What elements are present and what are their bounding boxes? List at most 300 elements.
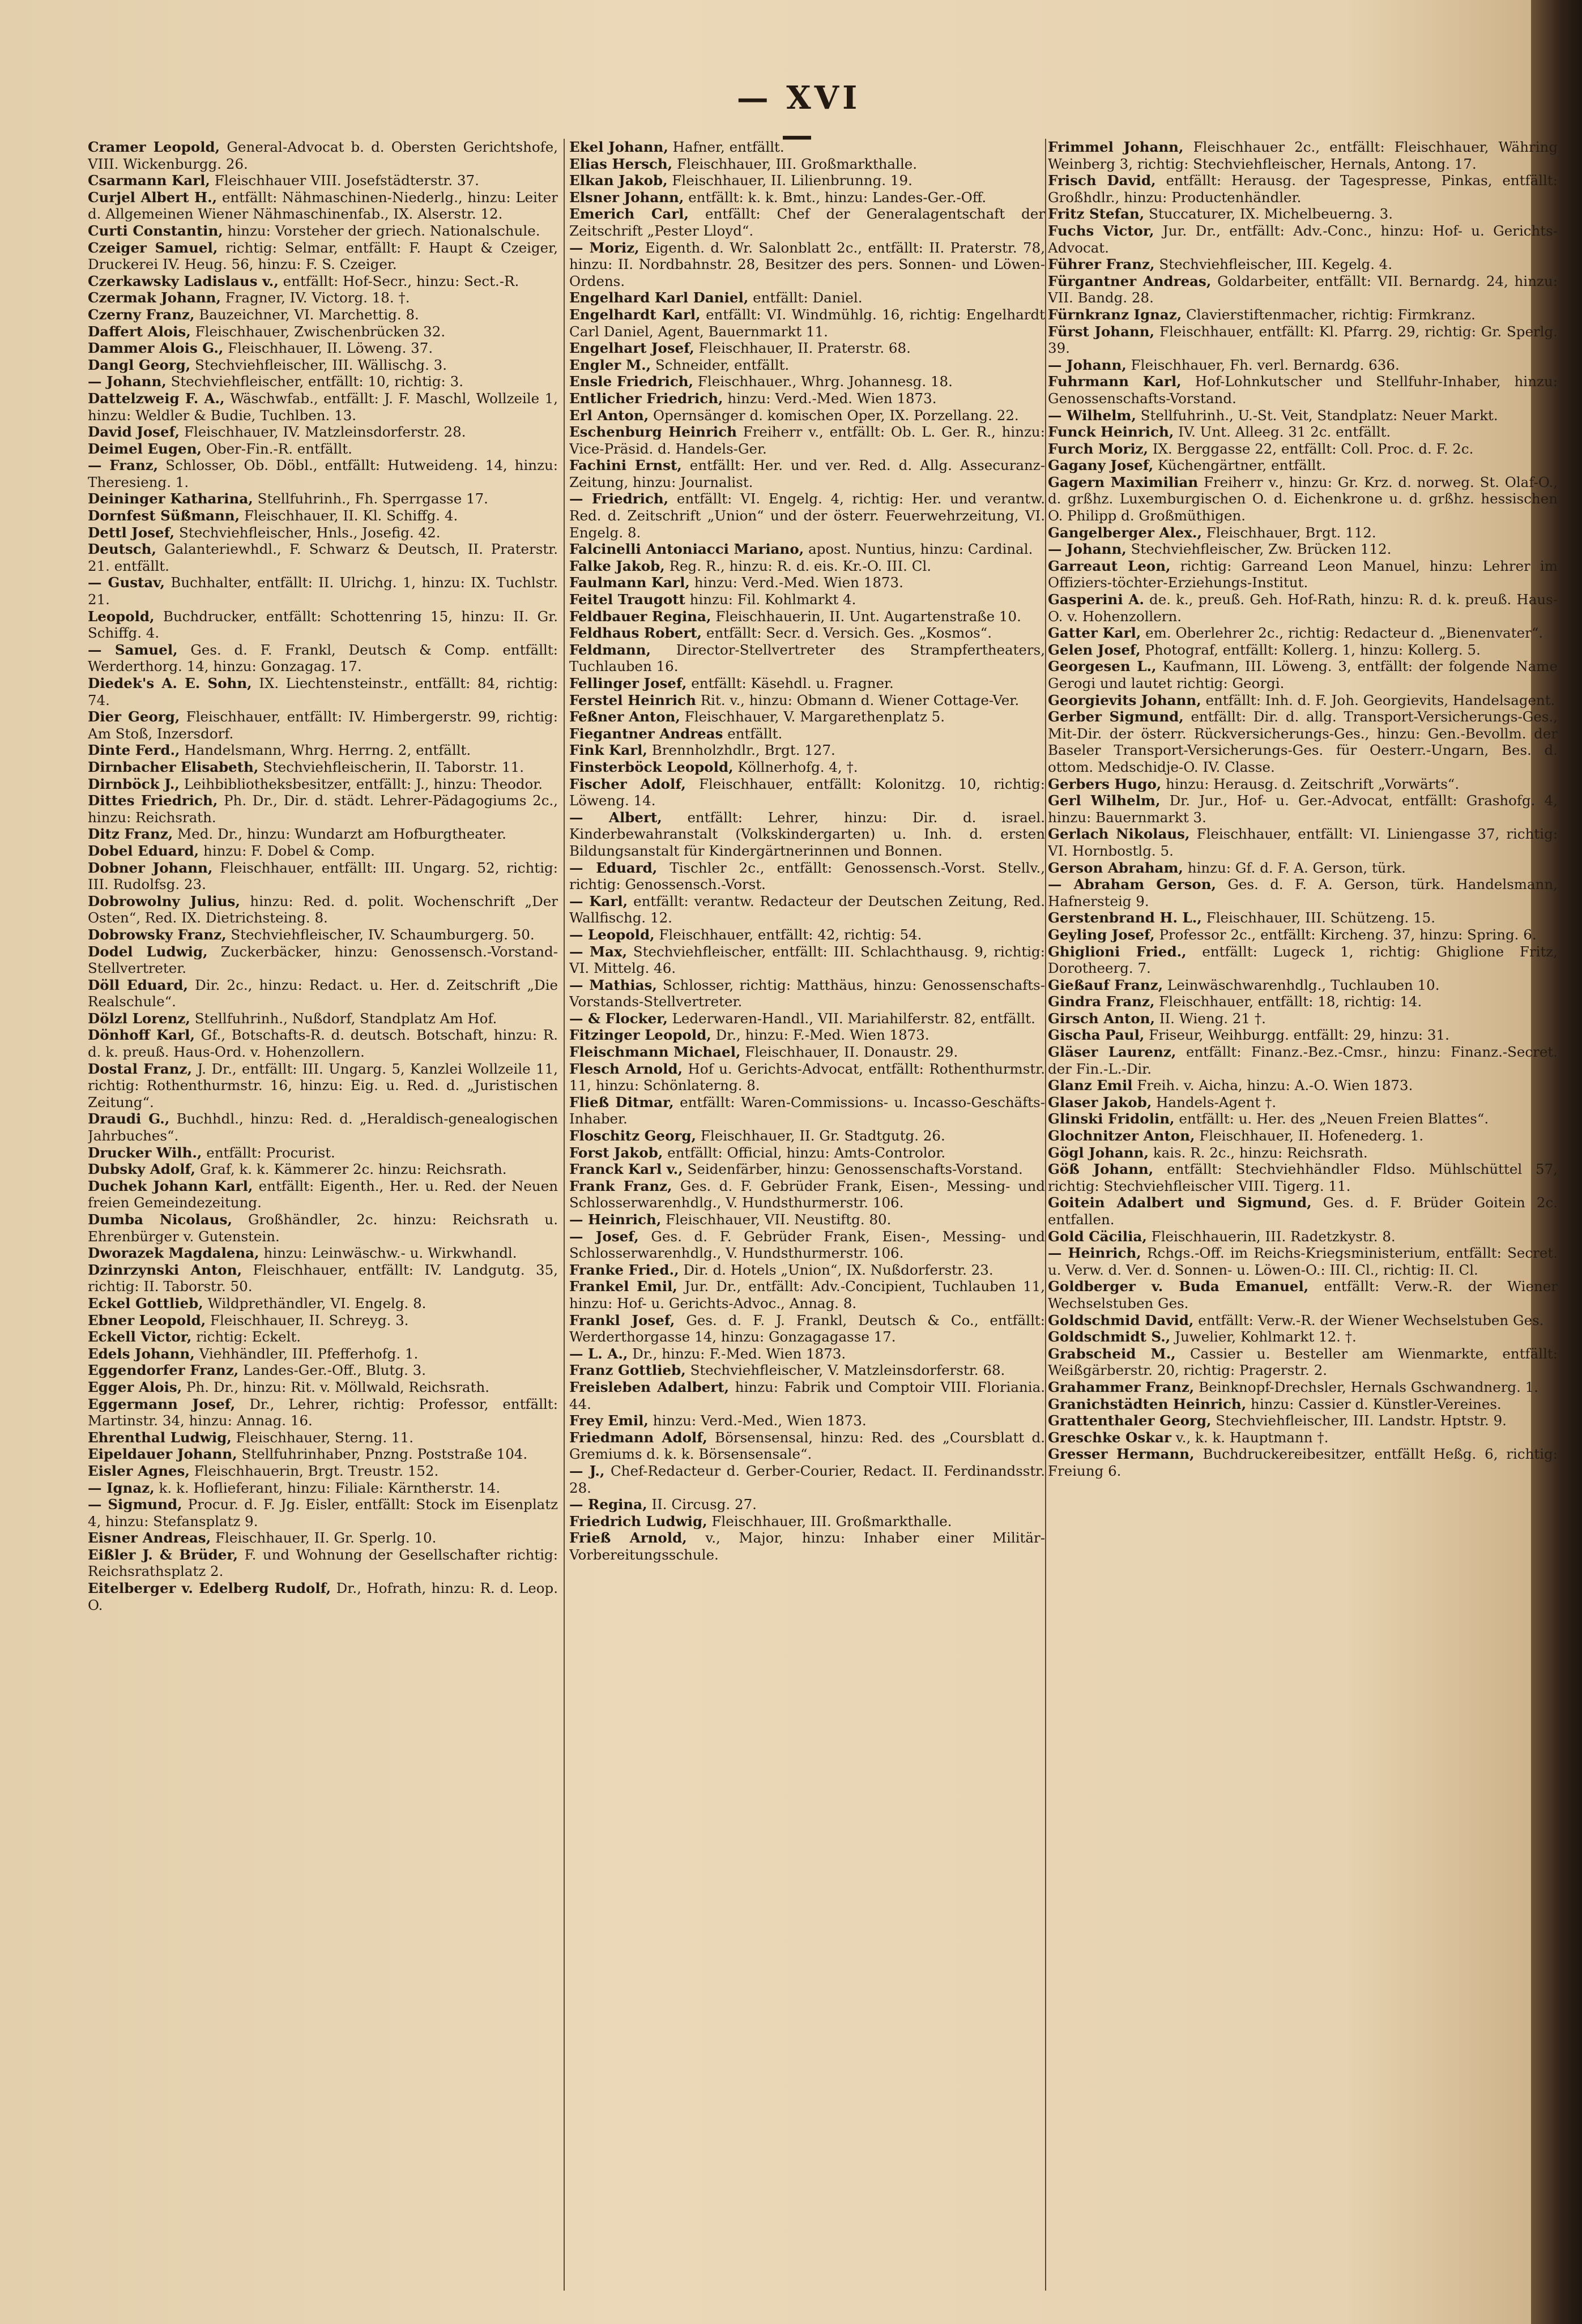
entry-name: Csarmann Karl, bbox=[88, 172, 210, 189]
directory-entry bbox=[88, 273, 558, 290]
directory-entry bbox=[88, 1245, 558, 1262]
entry-text: Hof-Lohnkutscher und Stellfuhr-Inhaber, hinzu: Genossenschafts-Vorstand. bbox=[1048, 373, 1558, 407]
entry-name: Gischa Paul, bbox=[1048, 1027, 1145, 1044]
entry-text: Kaufmann, III. Löweng. 3, entfällt: der folgende Name Gerogi und lautet richtig: Georgi. bbox=[1048, 658, 1558, 691]
directory-entry bbox=[1048, 357, 1558, 374]
entry-name: Feitel Traugott bbox=[569, 591, 685, 608]
directory-entry bbox=[569, 574, 1045, 591]
entry-text: entfällt: Stechviehhändler Fldso. Mühlschüttel 57, richtig: Stechviehfleischer VIII. Tigerg. 11. bbox=[1048, 1161, 1558, 1194]
entry-text: Fleischhauer, II. Kl. Schiffg. 4. bbox=[244, 507, 458, 524]
entry-name: Diedek's A. E. Sohn, bbox=[88, 675, 252, 691]
entry-name: Frank Franz, bbox=[569, 1177, 672, 1194]
entry-name: Dirnböck J., bbox=[88, 775, 180, 792]
directory-entry bbox=[1048, 642, 1558, 659]
entry-name: Fürgantner Andreas, bbox=[1048, 272, 1212, 289]
directory-entry bbox=[569, 860, 1045, 893]
entry-name: Dönhoff Karl, bbox=[88, 1027, 195, 1044]
directory-entry bbox=[88, 289, 558, 306]
entry-name: Garreaut Leon, bbox=[1048, 557, 1171, 574]
directory-entry bbox=[88, 1061, 558, 1111]
directory-entry bbox=[1048, 1412, 1558, 1429]
entry-text: Fragner, IV. Victorg. 18. †. bbox=[225, 289, 410, 306]
entry-name: Freisleben Adalbert, bbox=[569, 1378, 730, 1395]
entry-text: entfällt: VI. Engelg. 4, richtig: Her. und verantw. Red. d. Zeitschrift „Union“ und der österr. Feuerwehrzeitung, VI. Engelg. 8. bbox=[569, 490, 1045, 541]
directory-entry bbox=[569, 1094, 1045, 1127]
entry-text: entfällt: Waren-Commissions- u. Incasso-Geschäfts-Inhaber. bbox=[569, 1093, 1045, 1127]
directory-entry bbox=[569, 675, 1045, 692]
entry-name: Göß Johann, bbox=[1048, 1161, 1154, 1178]
directory-entry bbox=[569, 1262, 1045, 1279]
entry-name: Frankel Emil, bbox=[569, 1278, 677, 1295]
directory-entry bbox=[569, 1513, 1045, 1530]
entry-name: Czeiger Samuel, bbox=[88, 239, 218, 256]
entry-name: Ekel Johann, bbox=[569, 139, 668, 155]
directory-entry bbox=[88, 1110, 558, 1144]
entry-text: entfällt: VI. Windmühlg. 16, richtig: Engelhardt Carl Daniel, Agent, Bauernmarkt 11. bbox=[569, 306, 1045, 340]
entry-name: Dobner Johann, bbox=[88, 859, 213, 876]
entry-name: Eckell Victor, bbox=[88, 1328, 192, 1345]
entry-name: Engelhart Josef, bbox=[569, 340, 694, 357]
entry-name: Fuchs Victor, bbox=[1048, 222, 1154, 239]
entry-name: — Franz, bbox=[88, 457, 159, 474]
entry-text: Ges. d. F. A. Gerson, türk. Handelsmann, Hafnersteig 9. bbox=[1048, 876, 1558, 909]
entry-text: Fleischhauer, Sterng. 11. bbox=[236, 1429, 414, 1446]
directory-entry bbox=[88, 323, 558, 340]
entry-name: — Johann, bbox=[1048, 356, 1127, 373]
entry-name: — Heinrich, bbox=[569, 1211, 662, 1228]
directory-entry bbox=[1048, 926, 1558, 943]
entry-name: Gatter Karl, bbox=[1048, 625, 1141, 642]
entry-name: Geyling Josef, bbox=[1048, 926, 1155, 943]
entry-text: entfällt: Eigenth., Her. u. Red. der Neuen freien Gemeindezeitung. bbox=[88, 1177, 558, 1211]
directory-entry bbox=[569, 172, 1045, 189]
entry-text: entfällt: Hof-Secr., hinzu: Sect.-R. bbox=[283, 272, 519, 289]
directory-entry bbox=[88, 1379, 558, 1396]
entry-text: IV. Unt. Alleeg. 31 2c. entfällt. bbox=[1178, 424, 1391, 441]
entry-name: Flesch Arnold, bbox=[569, 1060, 683, 1077]
entry-text: Buchdrucker, entfällt: Schottenring 15, hinzu: II. Gr. Schiffg. 4. bbox=[88, 608, 558, 642]
directory-entry bbox=[569, 206, 1045, 239]
directory-entry bbox=[569, 1127, 1045, 1144]
directory-entry bbox=[88, 776, 558, 793]
entry-name: Gresser Hermann, bbox=[1048, 1446, 1195, 1463]
column-2 bbox=[569, 139, 1045, 2296]
entry-name: Fink Karl, bbox=[569, 742, 647, 759]
directory-entry bbox=[1048, 256, 1558, 273]
entry-name: Czerkawsky Ladislaus v., bbox=[88, 272, 279, 289]
entry-text: Ges. d. F. J. Frankl, Deutsch & Co., entfällt: Werderthorgasse 14, hinzu: Gonzagagasse 17. bbox=[569, 1311, 1045, 1345]
entry-text: entfällt: Lehrer, hinzu: Dir. d. israel. Kinderbewahranstalt (Volkskindergarten) u. Inh. d. ersten Bildungsanstalt für Kindergärtnerinnen und Bonnen. bbox=[569, 809, 1045, 859]
entry-text: Fleischhauer, entfällt: Kolonitzg. 10, richtig: Löweng. 14. bbox=[569, 775, 1045, 809]
directory-entry bbox=[569, 1228, 1045, 1262]
entry-text: Dr., Hofrath, hinzu: R. d. Leop. O. bbox=[88, 1580, 558, 1613]
entry-name: Gießauf Franz, bbox=[1048, 976, 1163, 993]
entry-name: Eggermann Josef, bbox=[88, 1395, 236, 1412]
entry-text: entfällt: Nähmaschinen-Niederlg., hinzu: Leiter d. Allgemeinen Wiener Nähmaschinenfab., IX. Alserstr. 12. bbox=[88, 189, 558, 223]
entry-text: Hafner, entfällt. bbox=[672, 139, 784, 155]
directory-entry bbox=[1048, 1345, 1558, 1379]
directory-entry bbox=[569, 1412, 1045, 1429]
entry-text: Fleischhauer VIII. Josefstädterstr. 37. bbox=[214, 172, 479, 189]
directory-entry bbox=[88, 441, 558, 458]
entry-text: Fleischhauer, II. Donaustr. 29. bbox=[745, 1044, 958, 1061]
entry-name: Döll Eduard, bbox=[88, 976, 189, 993]
entry-text: entfällt: Secr. d. Versich. Ges. „Kosmos“. bbox=[706, 625, 992, 642]
entry-name: Eißler J. & Brüder, bbox=[88, 1546, 238, 1563]
entry-name: Gelen Josef, bbox=[1048, 641, 1141, 658]
entry-text: Fleischhauer, II. Gr. Stadtgutg. 26. bbox=[700, 1127, 945, 1144]
entry-name: Friedmann Adolf, bbox=[569, 1429, 707, 1446]
directory-entry bbox=[88, 1178, 558, 1211]
directory-entry bbox=[1048, 441, 1558, 458]
entry-name: Gerl Wilhelm, bbox=[1048, 792, 1161, 809]
entry-text: Opernsänger d. komischen Oper, IX. Porzellang. 22. bbox=[653, 407, 1019, 424]
entry-name: Leopold, bbox=[88, 608, 155, 625]
entry-text: Küchengärtner, entfällt. bbox=[1158, 457, 1327, 474]
directory-entry bbox=[88, 424, 558, 441]
entry-text: Börsensensal, hinzu: Red. des „Coursblatt d. Gremiums d. k. k. Börsensensale“. bbox=[569, 1429, 1045, 1463]
entry-name: Dirnbacher Elisabeth, bbox=[88, 758, 259, 775]
entry-name: David Josef, bbox=[88, 424, 180, 441]
entry-name: — Moriz, bbox=[569, 239, 639, 256]
directory-entry bbox=[1048, 524, 1558, 541]
directory-entry bbox=[569, 1027, 1045, 1044]
entry-text: hinzu: Herausg. d. Zeitschrift „Vorwärts“. bbox=[1166, 775, 1460, 792]
entry-text: Schlosser, Ob. Döbl., entfällt: Hutweideng. 14, hinzu: Theresieng. 1. bbox=[88, 457, 558, 490]
entry-text: IX. Liechtensteinstr., entfällt: 84, richtig: 74. bbox=[88, 675, 558, 708]
directory-entry bbox=[88, 357, 558, 374]
directory-entry bbox=[569, 424, 1045, 457]
entry-text: Wildprethändler, VI. Engelg. 8. bbox=[207, 1295, 427, 1311]
directory-entry bbox=[1048, 1094, 1558, 1111]
entry-name: Engelhardt Karl, bbox=[569, 306, 701, 323]
entry-text: entfällt: Verw.-R. der Wiener Wechselstuben Ges. bbox=[1048, 1278, 1558, 1311]
directory-entry bbox=[88, 1530, 558, 1547]
entry-text: Friseur, Weihburgg. entfällt: 29, hinzu: 31. bbox=[1149, 1027, 1449, 1044]
entry-text: Fleischhauerin, III. Radetzkystr. 8. bbox=[1151, 1228, 1396, 1245]
entry-name: Deininger Katharina, bbox=[88, 490, 253, 507]
directory-entry bbox=[569, 725, 1045, 742]
directory-entry bbox=[88, 1547, 558, 1580]
directory-entry bbox=[88, 1446, 558, 1463]
entry-name: Gläser Laurenz, bbox=[1048, 1044, 1176, 1061]
entry-text: Zuckerbäcker, hinzu: Genossensch.-Vorstand-Stellvertreter. bbox=[88, 943, 558, 977]
directory-entry bbox=[88, 675, 558, 708]
entry-name: Goitein Adalbert und Sigmund, bbox=[1048, 1194, 1312, 1211]
entry-name: Glanz Emil bbox=[1048, 1077, 1133, 1094]
entry-text: Fleischhauer, entfällt: IV. Himbergerstr. 99, richtig: Am Stoß, Inzersdorf. bbox=[88, 708, 558, 742]
entry-text: Ges. d. F. Gebrüder Frank, Eisen-, Messing- und Schlosserwarenhdlg., V. Hundsthurmerstr. 106. bbox=[569, 1177, 1045, 1211]
entry-name: Gerson Abraham, bbox=[1048, 859, 1183, 876]
directory-entry bbox=[569, 1362, 1045, 1379]
entry-text: richtig: Eckelt. bbox=[196, 1328, 301, 1345]
directory-entry bbox=[1048, 776, 1558, 793]
directory-entry bbox=[88, 1480, 558, 1497]
directory-entry bbox=[88, 843, 558, 860]
entry-name: Fritz Stefan, bbox=[1048, 206, 1145, 223]
directory-entry bbox=[1048, 1194, 1558, 1228]
entry-name: Furch Moriz, bbox=[1048, 440, 1149, 457]
entry-text: hinzu: Gf. d. F. A. Gerson, türk. bbox=[1187, 859, 1406, 876]
entry-name: Curti Constantin, bbox=[88, 222, 223, 239]
directory-entry bbox=[88, 507, 558, 524]
entry-name: Dattelzweig F. A., bbox=[88, 390, 225, 407]
entry-name: Ebner Leopold, bbox=[88, 1311, 206, 1328]
entry-text: Fleischhauer, V. Margarethenplatz 5. bbox=[684, 708, 945, 725]
entry-name: Dölzl Lorenz, bbox=[88, 1010, 190, 1027]
directory-entry bbox=[569, 1010, 1045, 1027]
entry-name: Dier Georg, bbox=[88, 708, 180, 725]
directory-entry bbox=[569, 390, 1045, 407]
entry-name: Ghiglioni Fried., bbox=[1048, 943, 1187, 960]
entry-name: Gerber Sigmund, bbox=[1048, 708, 1184, 725]
directory-entry bbox=[1048, 993, 1558, 1010]
entry-name: Glinski Fridolin, bbox=[1048, 1110, 1175, 1127]
directory-entry bbox=[1048, 1446, 1558, 1479]
entry-name: Elias Hersch, bbox=[569, 155, 673, 172]
spine-letters bbox=[1563, 34, 1580, 2242]
entry-name: Eggendorfer Franz, bbox=[88, 1362, 239, 1379]
entry-name: Glaser Jakob, bbox=[1048, 1093, 1152, 1110]
directory-entry bbox=[88, 1161, 558, 1178]
entry-text: Stechviehfleischer, III. Kegelg. 4. bbox=[1159, 256, 1393, 273]
entry-text: entfällt: Verw.-R. der Wiener Wechselstuben Ges. bbox=[1198, 1311, 1544, 1328]
entry-text: Freih. v. Aicha, hinzu: A.-O. Wien 1873. bbox=[1137, 1077, 1413, 1094]
entry-text: v., k. k. Hauptmann †. bbox=[1175, 1429, 1329, 1446]
directory-entry bbox=[88, 1328, 558, 1345]
entry-name: Grabscheid M., bbox=[1048, 1345, 1176, 1362]
directory-entry bbox=[1048, 1328, 1558, 1345]
entry-text: Fleischhauer, entfällt: 42, richtig: 54. bbox=[659, 926, 922, 943]
directory-entry bbox=[1048, 625, 1558, 642]
directory-entry bbox=[569, 809, 1045, 860]
entry-name: — Karl, bbox=[569, 892, 628, 909]
directory-entry bbox=[1048, 1110, 1558, 1127]
entry-name: Feldbauer Regina, bbox=[569, 608, 711, 625]
directory-entry bbox=[569, 1061, 1045, 1094]
directory-entry bbox=[569, 1345, 1045, 1362]
directory-entry bbox=[88, 860, 558, 893]
entry-name: Gerlach Nikolaus, bbox=[1048, 826, 1190, 843]
entry-text: Reg. R., hinzu: R. d. eis. Kr.-O. III. Cl. bbox=[669, 557, 932, 574]
directory-entry bbox=[88, 1262, 558, 1295]
entry-name: Fellinger Josef, bbox=[569, 675, 687, 691]
entry-text: Fleischhauer., Whrg. Johannesg. 18. bbox=[697, 373, 953, 390]
entry-name: — Eduard, bbox=[569, 859, 658, 876]
entry-text: Handelsmann, Whrg. Herrng. 2, entfällt. bbox=[184, 742, 471, 759]
entry-name: Dworazek Magdalena, bbox=[88, 1245, 259, 1262]
entry-name: Eipeldauer Johann, bbox=[88, 1446, 237, 1463]
entry-name: Engelhard Karl Daniel, bbox=[569, 289, 749, 306]
entry-text: Ges. d. F. Gebrüder Frank, Eisen-, Messing- und Schlosserwarenhdlg., V. Hundsthurmerstr. 106. bbox=[569, 1228, 1045, 1262]
entry-text: Goldarbeiter, entfällt: VII. Bernardg. 24, hinzu: VII. Bandg. 28. bbox=[1048, 272, 1558, 306]
entry-name: Dangl Georg, bbox=[88, 356, 191, 373]
entry-name: Edels Johann, bbox=[88, 1345, 195, 1362]
entry-name: Daffert Alois, bbox=[88, 323, 191, 340]
entry-name: Erl Anton, bbox=[569, 407, 649, 424]
entry-name: Girsch Anton, bbox=[1048, 1010, 1155, 1027]
entry-text: hinzu: Cassier d. Künstler-Vereines. bbox=[1251, 1395, 1502, 1412]
entry-text: Köllnerhofg. 4, †. bbox=[737, 758, 858, 775]
directory-entry bbox=[1048, 1379, 1558, 1396]
directory-entry bbox=[1048, 139, 1558, 172]
directory-entry bbox=[88, 826, 558, 843]
directory-entry bbox=[1048, 1127, 1558, 1144]
entry-text: IX. Berggasse 22, entfällt: Coll. Proc. d. F. 2c. bbox=[1152, 440, 1474, 457]
entry-text: Lederwaren-Handl., VII. Mariahilferstr. 82, entfällt. bbox=[672, 1010, 1035, 1027]
entry-name: — Johann, bbox=[88, 373, 167, 390]
directory-entry bbox=[88, 1496, 558, 1530]
column-divider bbox=[564, 139, 565, 2291]
directory-entry bbox=[569, 1429, 1045, 1463]
entry-name: Gangelberger Alex., bbox=[1048, 524, 1202, 541]
entry-name: Goldberger v. Buda Emanuel, bbox=[1048, 1278, 1309, 1295]
entry-name: — Josef, bbox=[569, 1228, 639, 1245]
directory-entry bbox=[569, 306, 1045, 340]
directory-entry bbox=[88, 574, 558, 608]
entry-name: Georgesen L., bbox=[1048, 658, 1157, 675]
directory-entry bbox=[569, 625, 1045, 642]
directory-entry bbox=[569, 742, 1045, 759]
directory-entry bbox=[569, 1379, 1045, 1412]
directory-entry bbox=[1048, 1144, 1558, 1161]
entry-text: Jur. Dr., entfällt: Adv.-Concipient, Tuchlauben 11, hinzu: Hof- u. Gerichts-Advoc., Annag. 8. bbox=[569, 1278, 1045, 1311]
entry-name: Franz Gottlieb, bbox=[569, 1362, 686, 1379]
entry-name: Eschenburg Heinrich bbox=[569, 424, 737, 441]
entry-name: Falcinelli Antoniacci Mariano, bbox=[569, 541, 804, 558]
directory-entry bbox=[88, 524, 558, 541]
directory-entry bbox=[569, 692, 1045, 709]
entry-name: Eitelberger v. Edelberg Rudolf, bbox=[88, 1580, 331, 1597]
entry-name: Frisch David, bbox=[1048, 172, 1156, 189]
entry-text: v., Major, hinzu: Inhaber einer Militär-Vorbereitungsschule. bbox=[569, 1530, 1045, 1563]
directory-entry bbox=[88, 1580, 558, 1613]
entry-text: entfällt: Lugeck 1, richtig: Ghiglione Fritz, Dorotheerg. 7. bbox=[1048, 943, 1558, 977]
directory-entry bbox=[88, 642, 558, 675]
entry-name: Dubsky Adolf, bbox=[88, 1161, 196, 1178]
entry-name: Gerstenbrand H. L., bbox=[1048, 909, 1202, 926]
directory-entry bbox=[1048, 1027, 1558, 1044]
directory-entry bbox=[569, 926, 1045, 943]
directory-entry bbox=[1048, 826, 1558, 859]
entry-text: J. Dr., entfällt: III. Ungarg. 5, Kanzlei Wollzeile 11, richtig: Rothenthurmstr. 16, hinzu: Eig. u. Red. d. „Juristischen Zeitung“. bbox=[88, 1060, 558, 1110]
entry-text: Stechviehfleischer, III. Landstr. Hptstr. 9. bbox=[1216, 1412, 1507, 1429]
directory-entry bbox=[1048, 708, 1558, 775]
directory-entry bbox=[1048, 909, 1558, 926]
directory-entry bbox=[88, 608, 558, 642]
entry-text: entfällt: Herausg. der Tagespresse, Pinkas, entfällt: Großhdlr., hinzu: Productenhändler. bbox=[1048, 172, 1558, 206]
directory-entry bbox=[569, 1463, 1045, 1496]
directory-entry bbox=[1048, 792, 1558, 826]
entry-text: Landes-Ger.-Off., Blutg. 3. bbox=[243, 1362, 427, 1379]
directory-entry bbox=[1048, 373, 1558, 407]
entry-name: Fuhrmann Karl, bbox=[1048, 373, 1182, 390]
directory-entry bbox=[569, 1312, 1045, 1345]
entry-text: Jur. Dr., entfällt: Adv.-Conc., hinzu: Hof- u. Gerichts-Advocat. bbox=[1048, 222, 1558, 256]
directory-entry bbox=[569, 457, 1045, 490]
entry-text: Fleischhauer, Zwischenbrücken 32. bbox=[195, 323, 446, 340]
directory-entry bbox=[1048, 1245, 1558, 1278]
entry-text: Stechviehfleischer, V. Matzleinsdorferstr. 68. bbox=[690, 1362, 1005, 1379]
directory-entry bbox=[88, 139, 558, 172]
entry-name: Granichstädten Heinrich, bbox=[1048, 1395, 1247, 1412]
directory-entry bbox=[88, 1362, 558, 1379]
entry-name: Deimel Eugen, bbox=[88, 440, 202, 457]
directory-entry bbox=[1048, 424, 1558, 441]
entry-name: Dettl Josef, bbox=[88, 524, 175, 541]
entry-name: Fürst Johann, bbox=[1048, 323, 1155, 340]
directory-entry bbox=[569, 139, 1045, 156]
entry-name: Fachini Ernst, bbox=[569, 457, 682, 474]
directory-entry bbox=[1048, 172, 1558, 206]
directory-entry bbox=[569, 189, 1045, 206]
directory-entry bbox=[1048, 1228, 1558, 1245]
entry-name: Ehrenthal Ludwig, bbox=[88, 1429, 232, 1446]
directory-entry bbox=[1048, 692, 1558, 709]
directory-entry bbox=[88, 1463, 558, 1480]
directory-entry bbox=[569, 357, 1045, 374]
directory-entry bbox=[88, 893, 558, 926]
entry-name: Ditz Franz, bbox=[88, 826, 173, 843]
column-3 bbox=[1048, 139, 1558, 2296]
entry-text: Gf., Botschafts-R. d. deutsch. Botschaft, hinzu: R. d. k. preuß. Haus-Ord. v. Hohenzollern. bbox=[88, 1027, 558, 1061]
entry-text: Photograf, entfällt: Kollerg. 1, hinzu: Kollerg. 5. bbox=[1145, 641, 1481, 658]
entry-name: Dinte Ferd., bbox=[88, 742, 180, 759]
directory-entry bbox=[569, 1278, 1045, 1311]
entry-name: — Leopold, bbox=[569, 926, 655, 943]
entry-name: Frey Emil, bbox=[569, 1412, 649, 1429]
directory-entry bbox=[88, 1027, 558, 1060]
entry-name: Frimmel Johann, bbox=[1048, 139, 1184, 155]
entry-name: Franck Karl v., bbox=[569, 1161, 683, 1178]
directory-entry bbox=[1048, 407, 1558, 424]
directory-entry bbox=[569, 1496, 1045, 1513]
entry-text: Juwelier, Kohlmarkt 12. †. bbox=[1175, 1328, 1357, 1345]
directory-entry bbox=[1048, 323, 1558, 357]
column-1 bbox=[88, 139, 558, 2296]
entry-text: kais. R. 2c., hinzu: Reichsrath. bbox=[1153, 1144, 1368, 1161]
entry-name: — Heinrich, bbox=[1048, 1245, 1141, 1262]
entry-name: — Johann, bbox=[1048, 541, 1127, 558]
directory-entry bbox=[88, 1211, 558, 1245]
directory-entry bbox=[88, 223, 558, 240]
entry-name: Friedrich Ludwig, bbox=[569, 1513, 707, 1530]
entry-text: Fleischhauer, III. Großmarkthalle. bbox=[676, 155, 918, 172]
entry-name: Frankl Josef, bbox=[569, 1311, 675, 1328]
directory-entry bbox=[88, 457, 558, 490]
directory-entry bbox=[88, 1345, 558, 1362]
entry-text: Seidenfärber, hinzu: Genossenschafts-Vorstand. bbox=[687, 1161, 1023, 1178]
entry-text: Fleischhauerin, Brgt. Treustr. 152. bbox=[194, 1462, 439, 1479]
entry-text: entfällt: Her. und ver. Red. d. Allg. Assecuranz-Zeitung, hinzu: Journalist. bbox=[569, 457, 1045, 490]
entry-text: Fleischhauer, II. Löweng. 37. bbox=[228, 340, 433, 357]
entry-name: Gasperini A. bbox=[1048, 591, 1144, 608]
directory-entry bbox=[1048, 860, 1558, 877]
entry-name: Finsterböck Leopold, bbox=[569, 758, 734, 775]
directory-entry bbox=[569, 893, 1045, 926]
entry-name: Dobrowolny Julius, bbox=[88, 892, 240, 909]
entry-text: Stechviehfleischer, entfällt: III. Schlachthausg. 9, richtig: VI. Mittelg. 46. bbox=[569, 943, 1045, 977]
entry-name: — & Flocker, bbox=[569, 1010, 668, 1027]
entry-text: Dr., Lehrer, richtig: Professor, entfällt: Martinstr. 34, hinzu: Annag. 16. bbox=[88, 1395, 558, 1429]
entry-name: Egger Alois, bbox=[88, 1378, 182, 1395]
entry-text: Cassier u. Besteller am Wienmarkte, entfällt: Weißgärberstr. 20, richtig: Pragerstr. 2. bbox=[1048, 1345, 1558, 1379]
entry-name: Engler M., bbox=[569, 356, 651, 373]
directory-entry bbox=[88, 390, 558, 424]
entry-text: hinzu: F. Dobel & Comp. bbox=[203, 842, 375, 859]
directory-entry bbox=[569, 490, 1045, 541]
entry-name: Franke Fried., bbox=[569, 1261, 679, 1278]
